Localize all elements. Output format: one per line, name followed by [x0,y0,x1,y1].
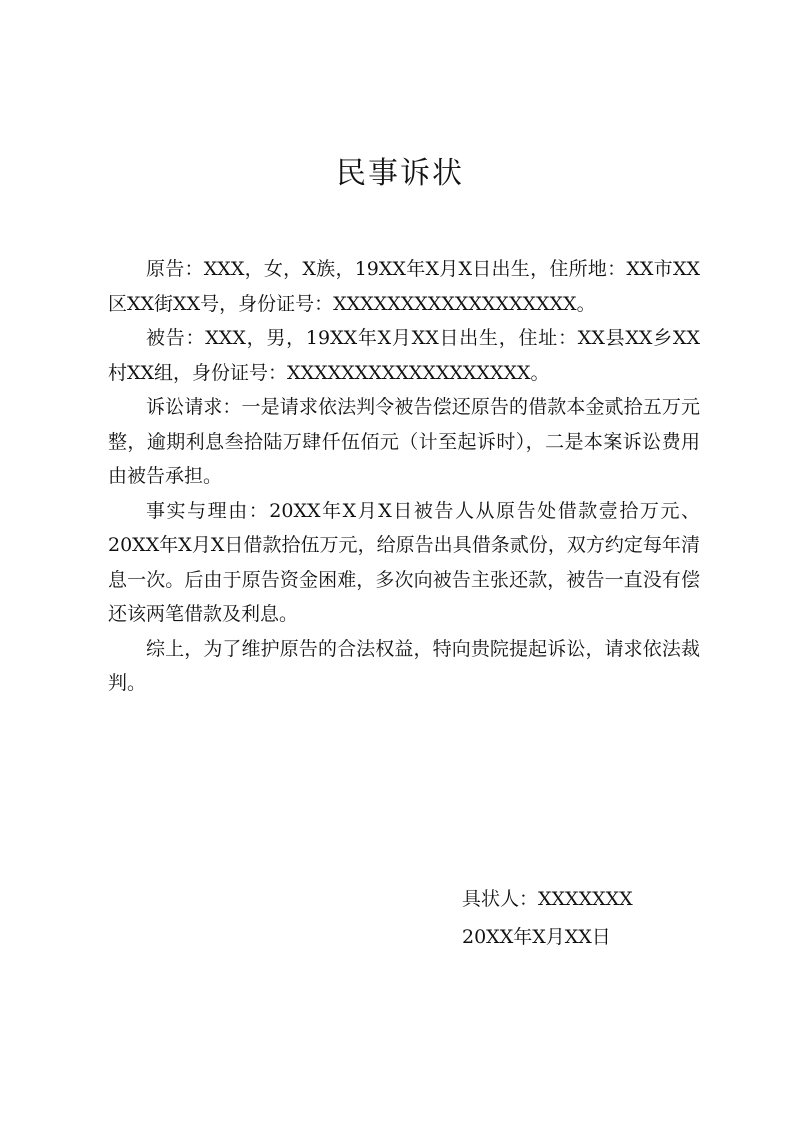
conclusion-paragraph: 综上，为了维护原告的合法权益，特向贵院提起诉讼，请求依法裁判。 [108,637,700,694]
signer-line: 具状人：XXXXXXX [462,888,633,910]
signature-block [462,880,633,956]
date-line: 20XX年X月XX日 [462,926,611,948]
facts-paragraph: 事实与理由：20XX年X月X日被告人从原告处借款壹拾万元、20XX年X月X日借款拾伍万元，给原告出具借条贰份，双方约定每年清息一次。后由于原告资金困难，多次向被告主张还款，被告一直没有偿还该两笔借款及利息。 [108,499,700,625]
defendant-paragraph: 被告：XXX，男，19XX年X月XX日出生，住址：XX县XX乡XX村XX组，身份证号：XXXXXXXXXXXXXXXXXX。 [108,327,700,384]
document-title: 民事诉状 [336,156,464,191]
document-body [108,252,700,701]
claims-paragraph: 诉讼请求：一是请求依法判令被告偿还原告的借款本金贰拾五万元整，逾期利息叁拾陆万肆仟伍佰元（计至起诉时），二是本案诉讼费用由被告承担。 [108,396,700,487]
plaintiff-paragraph: 原告：XXX，女，X族，19XX年X月X日出生，住所地：XX市XX区XX街XX号，身份证号：XXXXXXXXXXXXXXXXXX。 [108,258,700,315]
